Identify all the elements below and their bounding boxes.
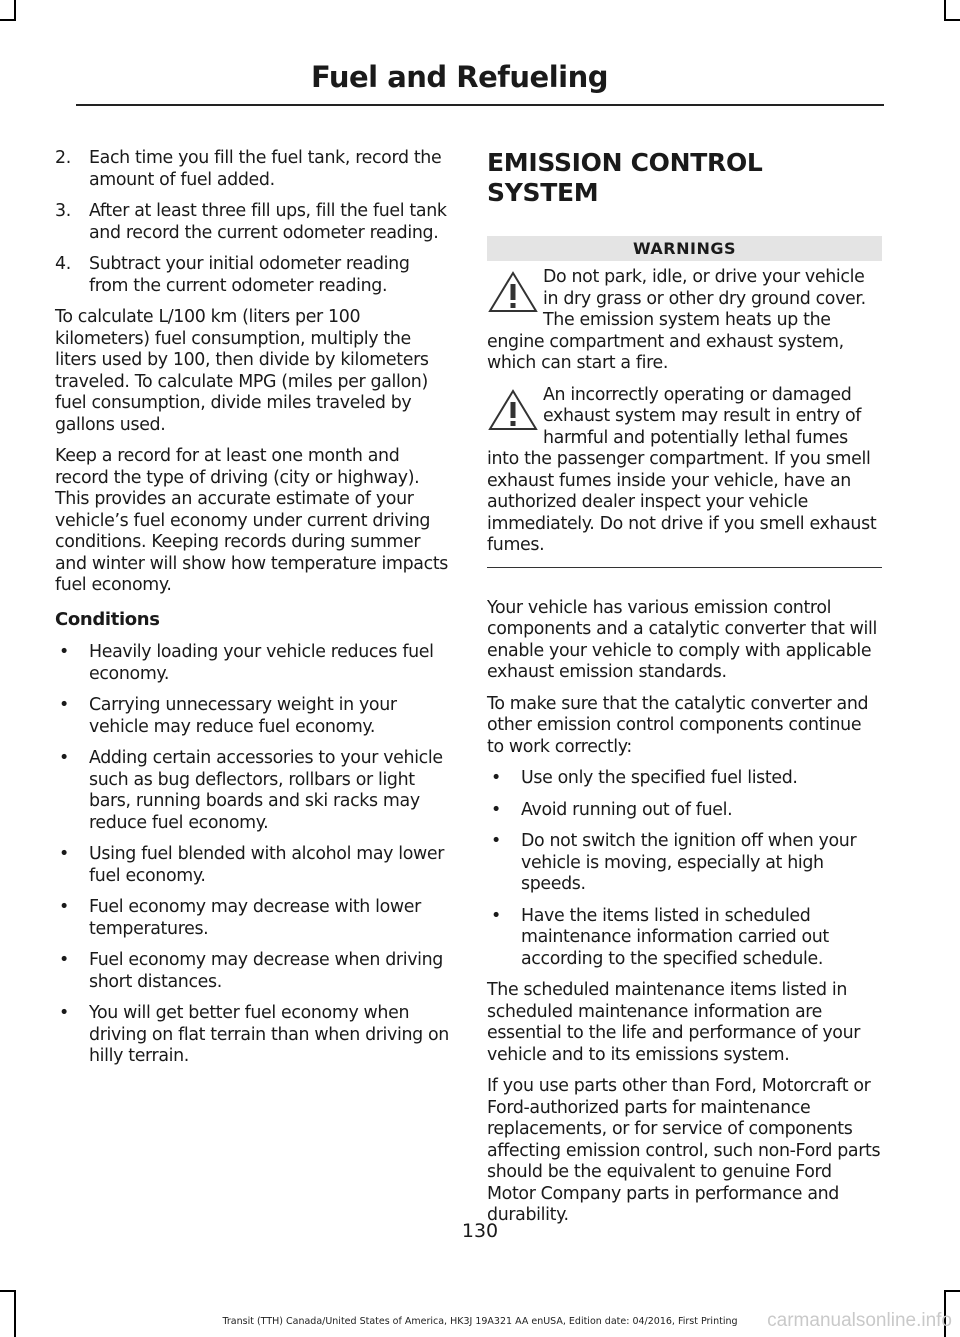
warning-item [487,267,882,375]
bullet-glyph: • [491,768,501,788]
condition-item [55,748,450,834]
conditions-heading: Conditions [55,608,160,630]
condition-item [55,695,450,738]
warning-text: An incorrectly operating or damaged exhaust system may result in entry of harmful and potentially lethal fumes into the passenger compartment. If you smell exhaust fumes inside your vehicle, have an authorized dealer inspect your vehicle immediately. Do not drive if you smell exhaust fumes. [487,384,877,555]
page-header-title: Fuel and Refueling [310,60,608,94]
instruction-text: Avoid running out of fuel. [521,799,733,820]
record-paragraph: Keep a record for at least one month and record the type of driving (city or highway). This provides an accurate estimate of your vehicle’s fuel economy under current driving conditions. Keeping records during summer and winter will show how temperature impacts fuel economy. [55,446,448,595]
watermark: carmanualsonline.info [767,1310,952,1331]
numbered-step [55,254,450,297]
condition-text: You will get better fuel economy when driving on flat terrain than when driving on hilly terrain. [89,1003,449,1066]
warning-text: Do not park, idle, or drive your vehicle in dry grass or other dry ground cover. The emission system heats up the engine compartment and exhaust system, which can start a fire. [487,267,866,373]
warning-item [487,385,882,557]
footer-edition-info: Transit (TTH) Canada/United States of America, HK3J 19A321 AA enUSA, Edition date: 04/2016, First Printing [222,1316,738,1327]
step-text: Each time you fill the fuel tank, record the amount of fuel added. [89,148,442,190]
instruction-item [487,906,882,971]
bullet-glyph: • [59,897,69,917]
warning-triangle-icon [487,388,539,432]
bullet-glyph: • [59,950,69,970]
crop-mark-top-left-v [14,0,16,20]
step-number: 4. [55,254,71,274]
condition-text: Heavily loading your vehicle reduces fuel economy. [89,642,434,684]
crop-mark-top-left-h [0,19,16,21]
instruction-item [487,768,882,790]
instruction-item [487,831,882,896]
header-rule [76,104,884,106]
instruction-text: Do not switch the ignition off when your vehicle is moving, especially at high speeds. [521,831,857,894]
bullet-glyph: • [59,642,69,662]
page-number: 130 [461,1220,499,1242]
crop-mark-bottom-right-h [944,1290,960,1292]
warnings-band: WARNINGS [487,236,882,261]
condition-text: Fuel economy may decrease when driving short distances. [89,950,443,992]
condition-item [55,897,450,940]
numbered-step [55,148,450,191]
crop-mark-bottom-left-v [14,1290,16,1337]
maintenance-paragraph: The scheduled maintenance items listed in scheduled maintenance information are essential to the life and performance of your vehicle and to its emissions system. [487,980,861,1065]
left-column [55,148,450,1078]
parts-paragraph: If you use parts other than Ford, Motorcraft or Ford-authorized parts for maintenance replacements, or for service of components affecting emission control, such non-Ford parts should be the equivalent to genuine Ford Motor Company parts in performance and durability. [487,1076,881,1225]
condition-item [55,1003,450,1068]
condition-item [55,950,450,993]
condition-text: Using fuel blended with alcohol may lower fuel economy. [89,844,445,886]
warning-triangle-icon [487,270,539,314]
right-column [487,148,882,1237]
step-text: After at least three fill ups, fill the fuel tank and record the current odometer reading. [89,201,447,243]
instruction-text: Have the items listed in scheduled maintenance information carried out according to the specified schedule. [521,905,829,969]
bullet-glyph: • [59,695,69,715]
bullet-glyph: • [491,799,501,820]
bullet-glyph: • [491,831,501,851]
instruction-text: Use only the specified fuel listed. [521,768,798,788]
condition-item [55,844,450,887]
bullet-glyph: • [59,844,69,864]
warnings-divider [487,567,882,568]
calculation-paragraph: To calculate L/100 km (liters per 100 kilometers) fuel consumption, multiply the liters used by 100, then divide by kilometers traveled. To calculate MPG (miles per gallon) fuel consumption, divide miles traveled by gallons used. [55,307,429,435]
emission-paragraph: Your vehicle has various emission control components and a catalytic converter that will enable your vehicle to comply with applicable exhaust emission standards. [487,597,877,682]
numbered-step [55,201,450,244]
condition-text: Carrying unnecessary weight in your vehicle may reduce fuel economy. [89,695,397,737]
condition-item [55,642,450,685]
crop-mark-bottom-left-h [0,1290,16,1292]
instruction-item [487,800,882,822]
condition-text: Adding certain accessories to your vehicle such as bug deflectors, rollbars or light bars, running boards and ski racks may reduce fuel economy. [89,748,443,833]
condition-text: Fuel economy may decrease with lower temperatures. [89,897,421,939]
bullet-glyph: • [59,1003,69,1023]
section-title: EMISSION CONTROL SYSTEM [487,148,763,207]
step-number: 3. [55,201,71,221]
crop-mark-top-right-h [944,19,960,21]
bullet-glyph: • [59,748,69,768]
bullet-glyph: • [491,905,501,926]
catalytic-paragraph: To make sure that the catalytic converter and other emission control components continue to work correctly: [487,693,869,757]
step-text: Subtract your initial odometer reading from the current odometer reading. [89,254,410,296]
step-number: 2. [55,148,71,168]
crop-mark-top-right-v [944,0,946,20]
